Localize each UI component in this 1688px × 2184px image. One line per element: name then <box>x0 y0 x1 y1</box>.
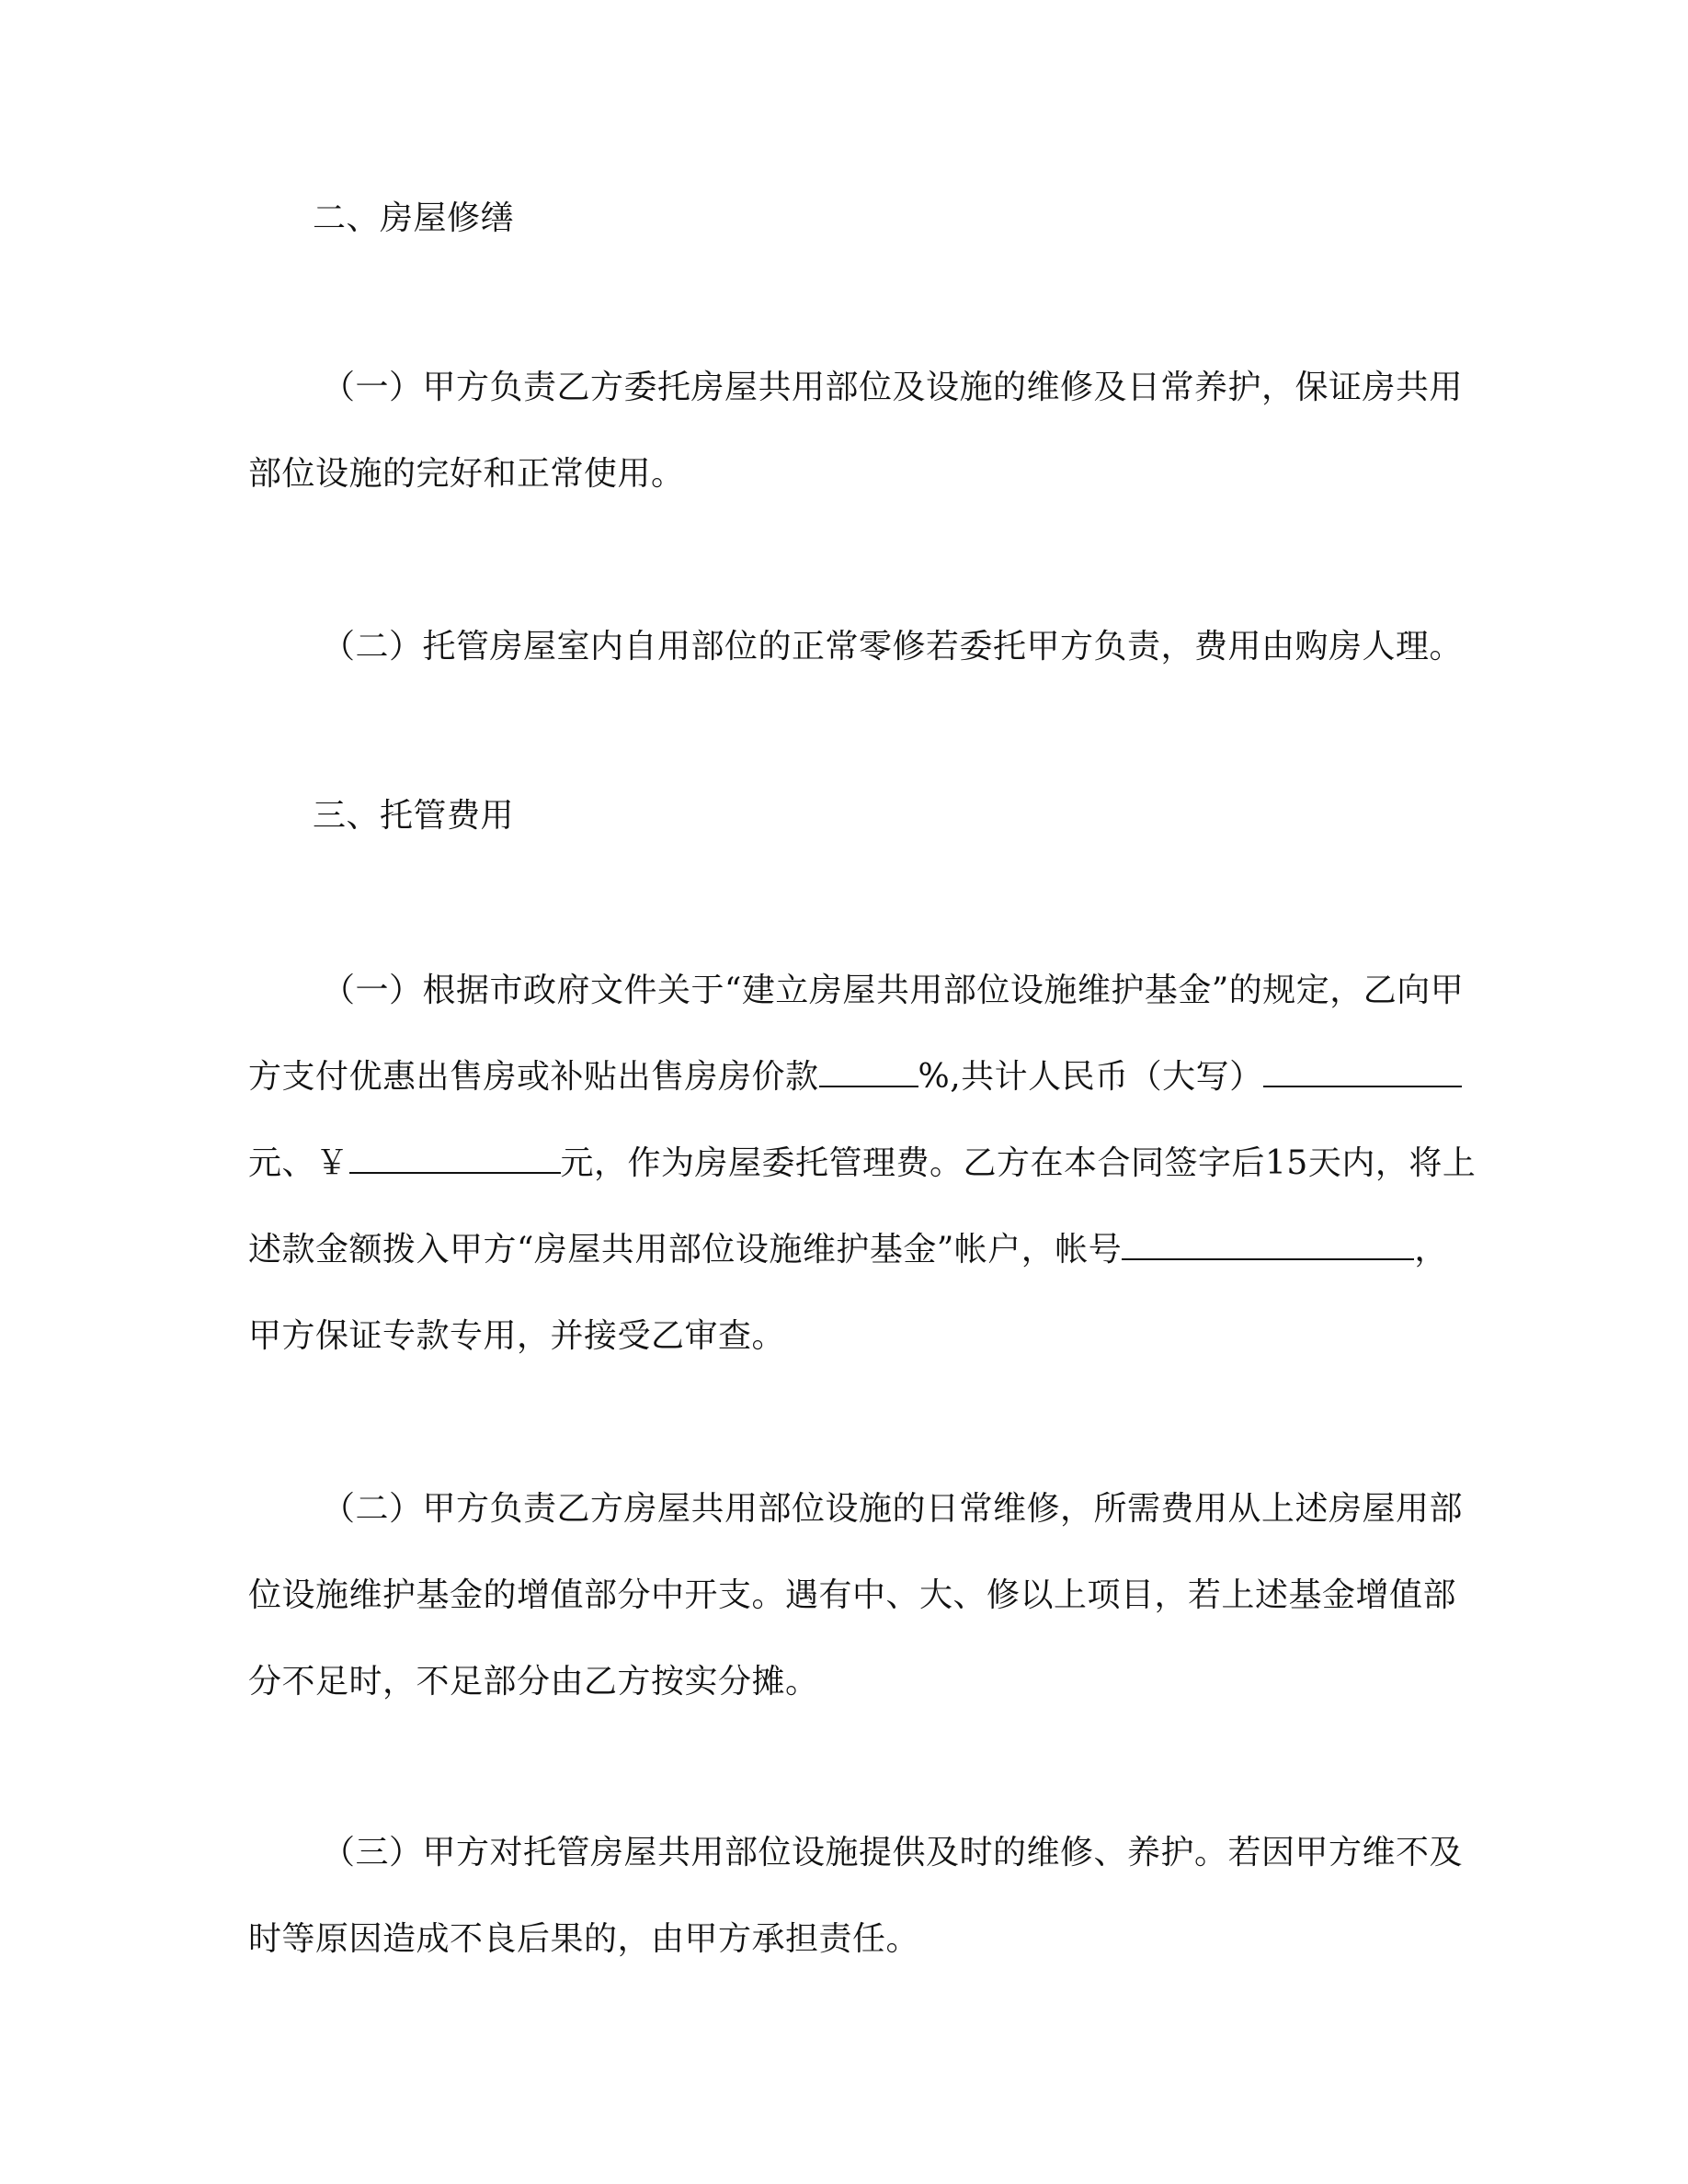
paragraph-line: 分不足时，不足部分由乙方按实分摊。 <box>248 1663 819 1701</box>
paragraph-line: 时等原因造成不良后果的，由甲方承担责任。 <box>248 1920 920 1958</box>
paragraph-line: 甲方保证专款专用，并接受乙审查。 <box>248 1317 786 1355</box>
text-segment: 述款金额拨入甲方“房屋共用部位设施维护基金”帐户，帐号 <box>248 1231 1123 1268</box>
paragraph-line <box>248 1230 1448 1270</box>
text-segment: 方支付优惠出售房或补贴出售房房价款 <box>248 1058 819 1096</box>
blank-field-amount-yuan <box>349 1144 561 1174</box>
paragraph-line: （三）甲方对托管房屋共用部位设施提供及时的维修、养护。若因甲方维不及 <box>322 1834 1464 1871</box>
text-segment: 元，作为房屋委托管理费。乙方在本合同签字后15天内，将上 <box>560 1144 1477 1182</box>
paragraph-line: （二）甲方负责乙方房屋共用部位设施的日常维修，所需费用从上述房屋用部 <box>322 1490 1464 1528</box>
paragraph-line: （二）托管房屋室内自用部位的正常零修若委托甲方负责，费用由购房人理。 <box>322 628 1464 665</box>
paragraph-line <box>248 1143 1477 1184</box>
text-segment: %,共计人民币（大写） <box>918 1058 1263 1096</box>
paragraph-line: 位设施维护基金的增值部分中开支。遇有中、大、修以上项目，若上述基金增值部 <box>248 1576 1457 1614</box>
paragraph-line <box>248 1057 1434 1098</box>
blank-field-account-number <box>1122 1231 1414 1260</box>
text-segment: 元、￥ <box>248 1144 349 1182</box>
section-heading-repair: 二、房屋修缮 <box>313 199 515 237</box>
text-segment: ， <box>1414 1231 1448 1268</box>
paragraph-line: 部位设施的完好和正常使用。 <box>248 455 685 493</box>
blank-field-percent <box>819 1058 918 1087</box>
blank-field-amount-words <box>1263 1058 1462 1087</box>
section-heading-fees: 三、托管费用 <box>313 797 515 835</box>
paragraph-line: （一）根据市政府文件关于“建立房屋共用部位设施维护基金”的规定，乙向甲 <box>322 972 1465 1009</box>
paragraph-line: （一）甲方负责乙方委托房屋共用部位及设施的维修及日常养护，保证房共用 <box>322 369 1464 406</box>
